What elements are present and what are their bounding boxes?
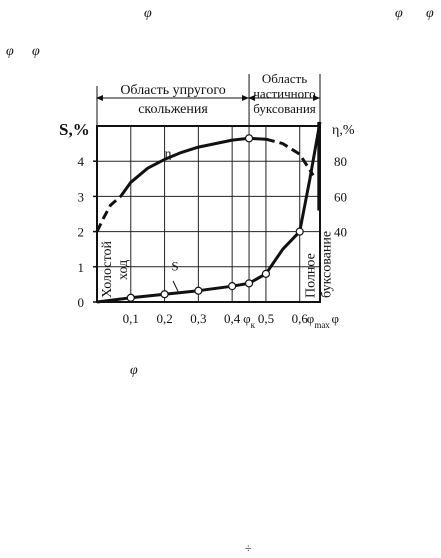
region-label-partial: буксования — [253, 101, 316, 116]
y-right-axis-label: η,% — [332, 123, 355, 138]
x-tick-label: 0,5 — [257, 311, 275, 326]
series-label-s: S — [171, 258, 179, 274]
data-point-s — [296, 228, 303, 235]
y-left-tick-label: 4 — [77, 154, 84, 170]
data-point-eta — [246, 135, 253, 142]
divide-symbol: ÷ — [245, 541, 252, 555]
chart-points — [127, 135, 303, 301]
phi-symbol-top-1: φ — [144, 6, 152, 21]
region-annotations — [97, 71, 335, 298]
data-point-s — [246, 280, 253, 287]
y-left-tick-label: 3 — [77, 189, 84, 205]
region-label-idle-line2: ход — [116, 259, 131, 280]
x-tick-label: φ — [331, 311, 339, 326]
y-right-tick-label: 80 — [334, 154, 347, 170]
y-left-axis-label: S,% — [59, 120, 90, 139]
region-label-elastic: скольжения — [138, 102, 208, 117]
phi-symbol-left-2: φ — [32, 44, 40, 59]
data-point-s — [195, 287, 202, 294]
region-label-partial: Область — [261, 71, 308, 86]
x-tick-label: $\varphi_к$ — [243, 311, 255, 330]
region-label-partial: частичного — [253, 86, 316, 101]
y-right-tick-label: 40 — [334, 224, 347, 240]
data-point-s — [262, 270, 269, 277]
y-right-tick-label: 60 — [334, 189, 347, 205]
y-left-tick-label: 0 — [77, 295, 84, 310]
x-tick-label: 0,4 — [224, 311, 241, 326]
region-label-full-line1: Полное — [303, 253, 319, 298]
series-label-eta: η — [164, 145, 172, 161]
phi-symbol-mid: φ — [130, 363, 138, 378]
data-point-s — [127, 294, 134, 301]
data-point-s — [161, 291, 168, 298]
series-label-s-leader — [173, 281, 178, 292]
region-label-elastic: Область упругого — [120, 83, 226, 98]
region-label-idle — [100, 240, 131, 298]
x-tick-label: 0,6 — [291, 311, 308, 326]
phi-symbol-top-2: φ — [395, 6, 403, 21]
x-tick-label: 0,1 — [122, 311, 139, 326]
x-tick-label: 0,2 — [156, 311, 173, 326]
region-label-full-line2: буксование — [319, 230, 335, 298]
x-tick-label: $\varphi_{max}$ — [306, 311, 330, 330]
phi-symbol-top-3: φ — [426, 6, 434, 21]
data-point-s — [229, 283, 236, 290]
phi-symbol-left-1: φ — [6, 44, 14, 59]
series-eta-dashed-start — [97, 196, 121, 231]
series-eta-dashed-end — [266, 139, 313, 175]
region-label-idle-line1: Холостой — [100, 240, 115, 298]
y-left-tick-label: 2 — [77, 224, 84, 240]
x-tick-label: 0,3 — [190, 311, 207, 326]
series-eta-line — [121, 138, 266, 196]
y-left-tick-label: 1 — [77, 259, 84, 275]
region-label-full-slip — [304, 231, 335, 298]
